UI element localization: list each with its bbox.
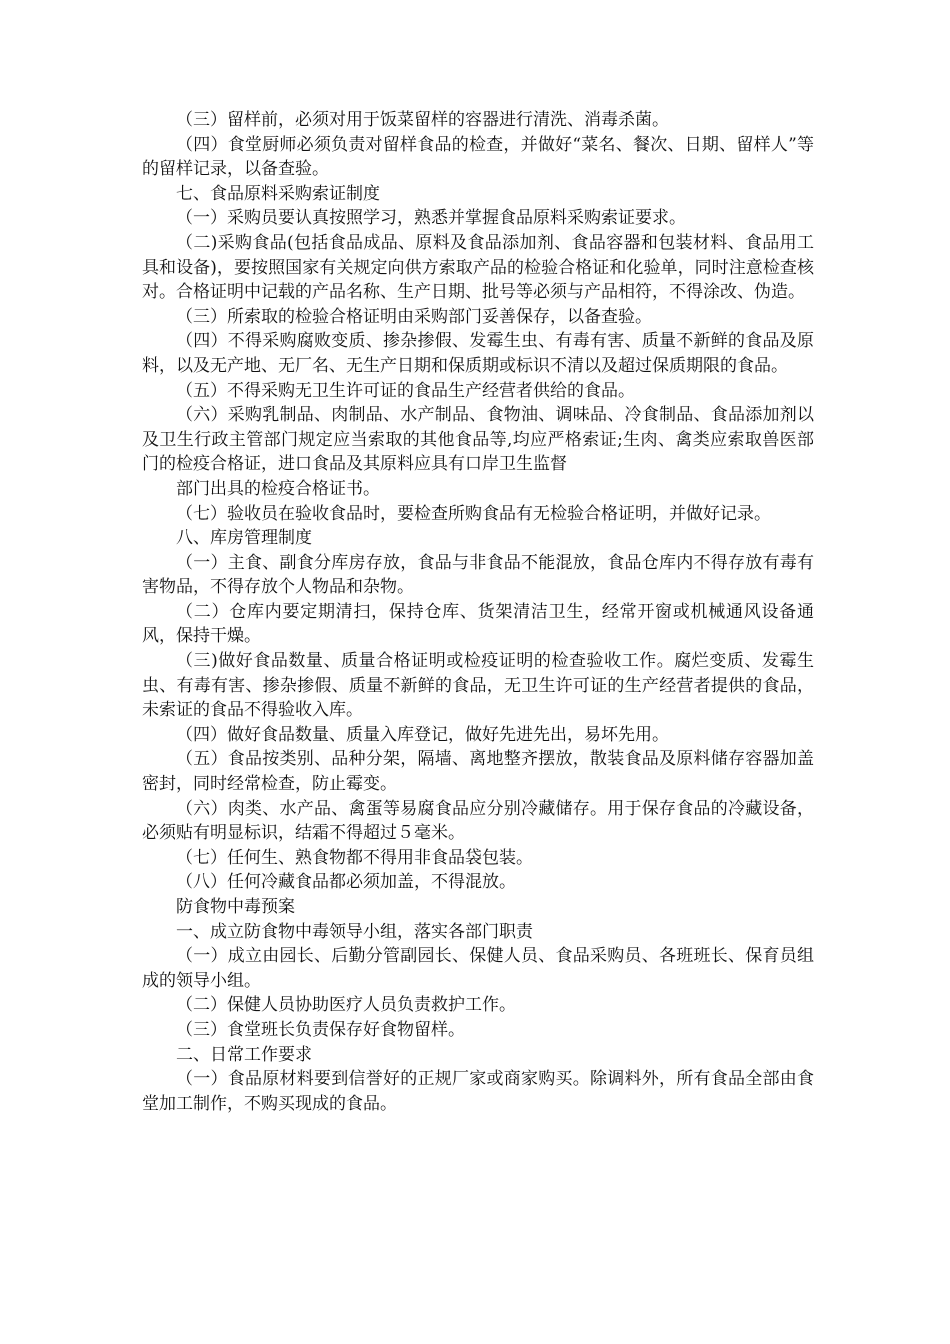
paragraph: （一）食品原材料要到信誉好的正规厂家或商家购买。除调料外，所有食品全部由食堂加工制作，不购买现成的食品。 (142, 1069, 814, 1114)
paragraph: （三）食堂班长负责保存好食物留样。 (176, 1019, 465, 1040)
paragraph: （六）肉类、水产品、禽蛋等易腐食品应分别冷藏储存。用于保存食品的冷藏设备，必须贴有明显标识，结霜不得超过５毫米。 (142, 798, 814, 844)
paragraph: （七）任何生、熟食物都不得用非食品袋包装。 (176, 847, 533, 868)
paragraph: （一）成立由园长、后勤分管副园长、保健人员、食品采购员、各班班长、保育员组成的领导小组。 (142, 946, 814, 991)
paragraph: （四）不得采购腐败变质、掺杂掺假、发霉生虫、有毒有害、质量不新鲜的食品及原料，以及无产地、无厂名、无生产日期和保质期或标识不清以及超过保质期限的食品。 (142, 331, 814, 376)
paragraph: （二）仓库内要定期清扫，保持仓库、货架清洁卫生，经常开窗或机械通风设备通风，保持干燥。 (142, 601, 814, 647)
paragraph: （五）食品按类别、品种分架，隔墙、离地整齐摆放，散装食品及原料储存容器加盖密封，同时经常检查，防止霉变。 (142, 749, 814, 795)
paragraph-continuation: 部门出具的检疫合格证书。 (176, 478, 380, 499)
paragraph: （三）所索取的检验合格证明由采购部门妥善保存，以备查验。 (176, 306, 652, 327)
paragraph: （七）验收员在验收食品时，要检查所购食品有无检验合格证明，并做好记录。 (176, 503, 771, 524)
paragraph: （一）采购员要认真按照学习，熟悉并掌握食品原料采购索证要求。 (176, 208, 686, 229)
section-heading: 一、成立防食物中毒领导小组，落实各部门职责 (176, 921, 533, 942)
section-heading: 二、日常工作要求 (176, 1044, 312, 1065)
paragraph: （三)做好食品数量、质量合格证明或检疫证明的检查验收工作。腐烂变质、发霉生虫、有毒有害、掺杂掺假、质量不新鲜的食品，无卫生许可证的生产经营者提供的食品，未索证的食品不得验收入库。 (142, 651, 814, 721)
section-heading: 防食物中毒预案 (176, 897, 295, 917)
paragraph: （五）不得采购无卫生许可证的食品生产经营者供给的食品。 (176, 380, 635, 401)
paragraph: （八）任何冷藏食品都必须加盖，不得混放。 (176, 872, 516, 893)
paragraph: （六）采购乳制品、肉制品、水产制品、食物油、调味品、冷食制品、食品添加剂以及卫生行政主管部门规定应当索取的其他食品等,均应严格索证;生肉、禽类应索取兽医部门的检疫合格证，进口食品及其原料应具有口岸卫生监督 (142, 405, 814, 475)
paragraph: （四）做好食品数量、质量入库登记，做好先进先出，易坏先用。 (176, 724, 669, 745)
paragraph: （四）食堂厨师必须负责对留样食品的检查，并做好“菜名、餐次、日期、留样人”等的留样记录，以备查验。 (142, 134, 814, 180)
paragraph: （二)采购食品(包括食品成品、原料及食品添加剂、食品容器和包装材料、食品用工具和设备)，要按照国家有关规定向供方索取产品的检验合格证和化验单，同时注意检查核对。合格证明中记载的产品名称、生产日期、批号等必须与产品相符，不得涂改、伪造。 (142, 232, 814, 303)
paragraph: （一）主食、副食分库房存放，食品与非食品不能混放，食品仓库内不得存放有毒有害物品，不得存放个人物品和杂物。 (142, 552, 814, 598)
section-heading: 七、食品原料采购索证制度 (176, 183, 380, 204)
paragraph: （三）留样前，必须对用于饭菜留样的容器进行清洗、消毒杀菌。 (176, 110, 669, 130)
section-heading: 八、库房管理制度 (176, 528, 312, 549)
paragraph: （二）保健人员协助医疗人员负责救护工作。 (176, 995, 516, 1016)
document-page (142, 108, 814, 1116)
